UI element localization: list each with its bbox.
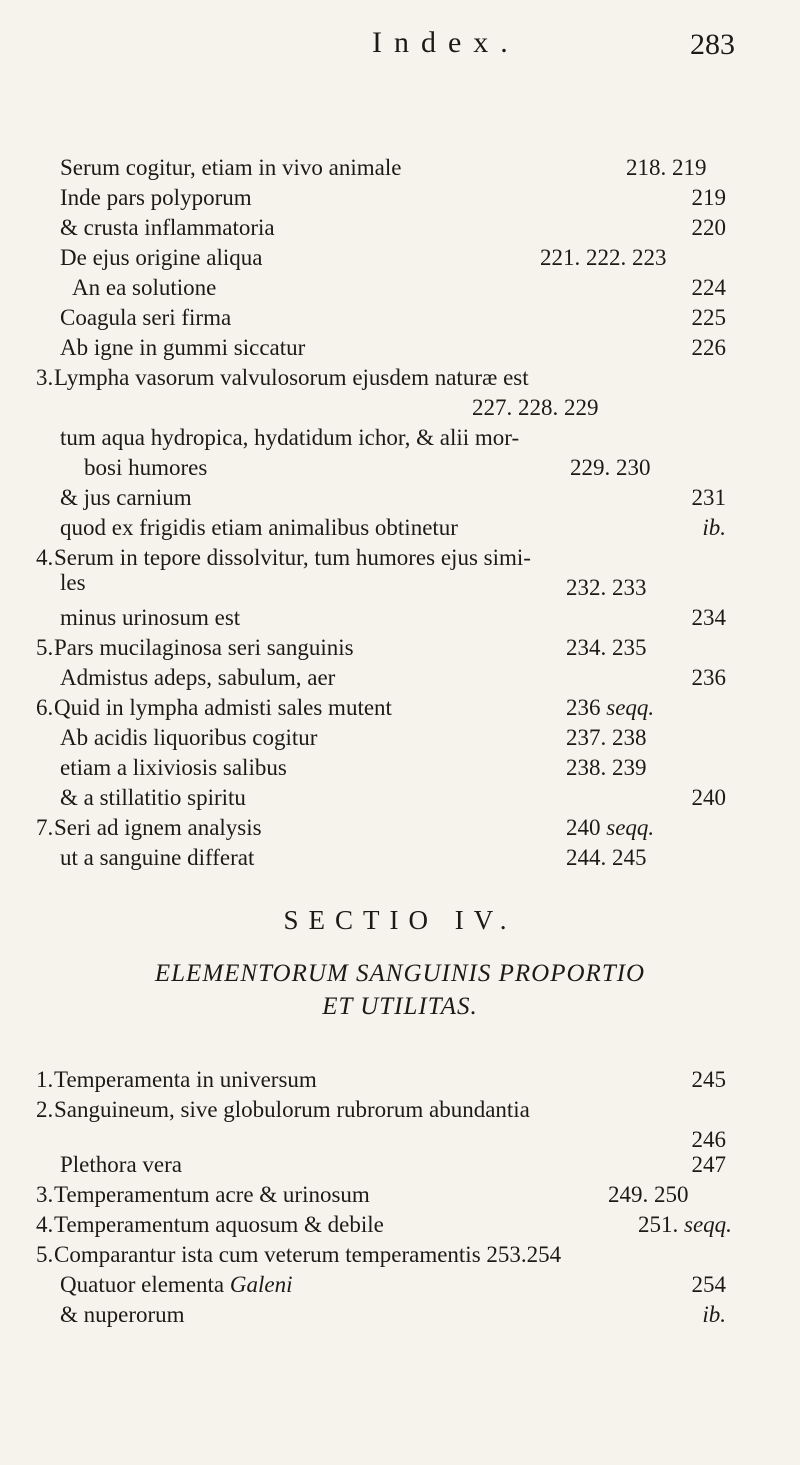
index-entry-pages: 224 (691, 275, 726, 300)
section-title-line2: ET UTILITAS. (322, 993, 478, 1020)
index-entry-text: & nuperorum (60, 1302, 185, 1327)
index-entry-text: Quatuor elementa Galeni (60, 1272, 293, 1297)
entry-number: 5. (36, 635, 54, 660)
index-entry-text: An ea solutione (72, 275, 217, 300)
index-entry-pages: 220 (691, 215, 726, 240)
index-entry-text: Ab acidis liquoribus cogitur (60, 725, 318, 750)
index-entry-numbered (36, 1240, 561, 1270)
entry-number: 4. (36, 545, 54, 570)
index-entry-text: les (60, 570, 86, 595)
index-entry-text: ut a sanguine differat (60, 845, 255, 870)
index-entry-pages: 219 (691, 185, 726, 210)
index-entry-pages: 237. 238 (566, 725, 647, 750)
index-entry-text: Admistus adeps, sabulum, aer (60, 665, 336, 690)
entry-text: Temperamentum acre & urinosum (54, 1182, 370, 1207)
entry-text: Pars mucilaginosa seri sanguinis (54, 635, 354, 660)
index-entry-pages: 234. 235 (566, 635, 647, 660)
index-entry-pages: 240 seqq. (566, 815, 655, 840)
index-entry-pages: 236 (691, 665, 726, 690)
entry-text: Serum in tepore dissolvitur, tum humores ejus simi- (54, 545, 531, 570)
index-entry-text: Serum cogitur, etiam in vivo animale (60, 155, 402, 180)
index-entry-pages: 244. 245 (566, 845, 647, 870)
running-title: Index. (372, 26, 520, 59)
index-entry-text: Coagula seri firma (60, 305, 232, 330)
entry-text: Sanguineum, sive globulorum rubrorum abundantia (54, 1097, 530, 1122)
entry-text: Lympha vasorum valvulosorum ejusdem naturæ est (54, 365, 529, 390)
index-entry-pages: 221. 222. 223 (540, 245, 667, 270)
index-entry-pages: 238. 239 (566, 755, 647, 780)
index-entry-text: minus urinosum est (60, 605, 241, 630)
entry-number: 5. (36, 1242, 54, 1267)
index-entry-pages: 254 (691, 1272, 726, 1297)
index-entry-numbered (36, 1095, 530, 1125)
index-entry-text: & a stillatitio spiritu (60, 785, 246, 810)
index-entry-text: quod ex frigidis etiam animalibus obtinetur (60, 515, 458, 540)
entry-number: 4. (36, 1212, 54, 1237)
entry-number: 7. (36, 815, 54, 840)
index-entry-text: Plethora vera (60, 1152, 182, 1177)
index-entry-numbered (36, 1210, 384, 1240)
entry-text: Seri ad ignem analysis (54, 815, 262, 840)
index-entry-text: tum aqua hydropica, hydatidum ichor, & alii mor- (60, 425, 520, 450)
index-entry-pages: 231 (691, 485, 726, 510)
entry-text: Temperamenta in universum (54, 1067, 317, 1092)
index-entry-text: De ejus origine aliqua (60, 245, 263, 270)
section-heading: SECTIO IV. (283, 905, 517, 935)
index-entry-text: bosi humores (84, 455, 208, 480)
index-entry-numbered (36, 633, 354, 663)
index-entry-pages: 218. 219 (626, 155, 707, 180)
index-entry-pages: ib. (702, 515, 726, 540)
index-entry-numbered (36, 363, 529, 393)
index-entry-pages: 227. 228. 229 (472, 395, 599, 420)
index-entry-pages: 247 (691, 1152, 726, 1177)
index-entry-pages: 225 (691, 305, 726, 330)
index-entry-text: Ab igne in gummi siccatur (60, 335, 306, 360)
entry-text: Comparantur ista cum veterum temperamentis 253.254 (54, 1242, 562, 1267)
index-entry-pages: 232. 233 (566, 575, 647, 600)
entry-text: Temperamentum aquosum & debile (54, 1212, 384, 1237)
entry-number: 3. (36, 1182, 54, 1207)
index-entry-numbered (36, 1180, 370, 1210)
index-entry-pages: 226 (691, 335, 726, 360)
index-entry-text: & jus carnium (60, 485, 192, 510)
entry-text: Quid in lympha admisti sales mutent (54, 695, 392, 720)
index-entry-pages: 240 (691, 785, 726, 810)
index-entry-pages: 251. seqq. (638, 1212, 732, 1237)
index-entry-pages: 245 (691, 1067, 726, 1092)
entry-number: 3. (36, 365, 54, 390)
entry-number: 6. (36, 695, 54, 720)
index-entry-numbered (36, 543, 531, 573)
index-entry-pages: 229. 230 (570, 455, 651, 480)
index-entry-pages: 249. 250 (608, 1182, 689, 1207)
page-number: 283 (690, 28, 735, 61)
index-entry-pages: 234 (691, 605, 726, 630)
index-entry-text: etiam a lixiviosis salibus (60, 755, 287, 780)
index-entry-numbered (36, 693, 392, 723)
index-entry-text: & crusta inflammatoria (60, 215, 275, 240)
index-entry-numbered (36, 813, 262, 843)
index-entry-pages: 236 seqq. (566, 695, 655, 720)
entry-number: 2. (36, 1097, 54, 1122)
index-entry-text: Inde pars polyporum (60, 185, 252, 210)
entry-number: 1. (36, 1067, 54, 1092)
index-entry-pages: ib. (702, 1302, 726, 1327)
index-entry-pages: 246 (691, 1127, 726, 1152)
index-entry-numbered (36, 1065, 317, 1095)
section-title-line1: ELEMENTORUM SANGUINIS PROPORTIO (154, 960, 646, 987)
